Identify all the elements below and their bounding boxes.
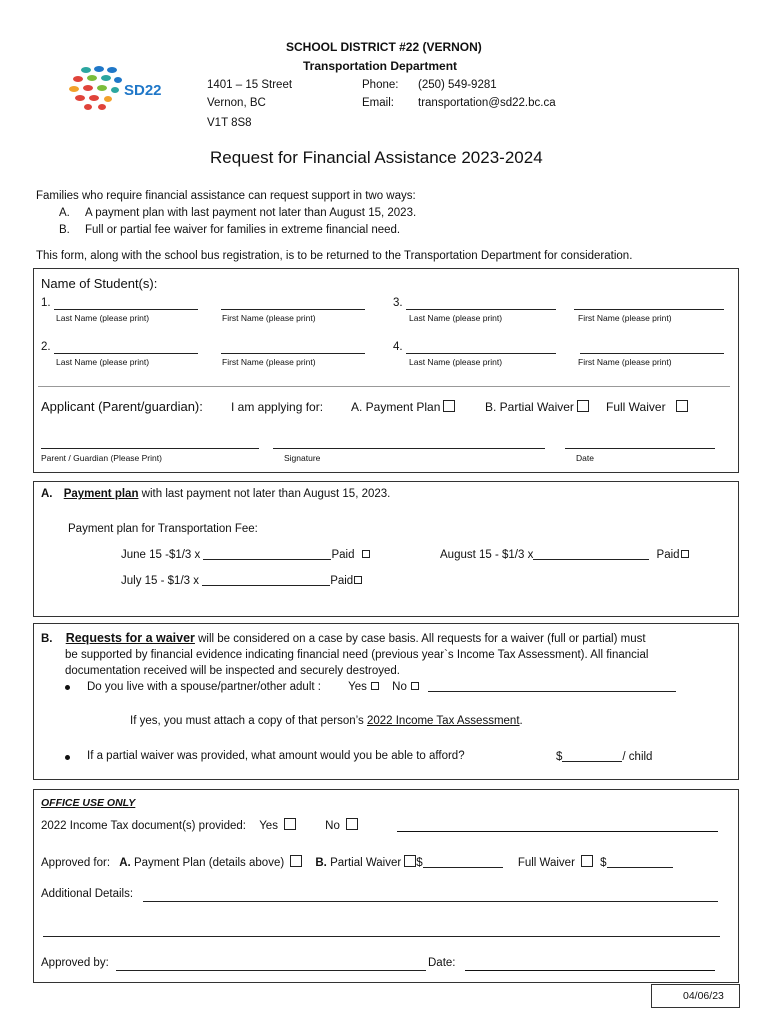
section-b-text-1: will be considered on a case by case basis. All requests for a waiver (full or partial) must — [194, 633, 646, 645]
student-num-1: 1. — [41, 297, 51, 309]
section-a-title: Payment plan — [63, 488, 139, 500]
student-3-first-input[interactable] — [574, 309, 724, 310]
august-paid-label: Paid — [656, 549, 680, 561]
return-note: This form, along with the school bus registration, is to be returned to the Transportation Department for consideration. — [36, 250, 633, 262]
phone-value: (250) 549-9281 — [418, 79, 497, 91]
june-amount-input[interactable] — [203, 548, 331, 560]
office-heading: OFFICE USE ONLY — [41, 797, 136, 809]
first-name-label-1: First Name (please print) — [222, 313, 316, 323]
section-b-title: Requests for a waiver — [65, 631, 195, 645]
revision-date: 04/06/23 — [683, 990, 724, 1002]
section-a-heading — [41, 488, 390, 500]
tax-docs-yes-label: Yes — [259, 820, 278, 832]
first-name-label-3: First Name (please print) — [578, 313, 672, 323]
attach-note-pre: If yes, you must attach a copy of that person’s — [130, 715, 367, 727]
afford-amount — [556, 750, 652, 763]
approved-partial-waiver-checkbox[interactable] — [404, 855, 416, 867]
first-name-label-4: First Name (please print) — [578, 357, 672, 367]
student-num-3: 3. — [393, 297, 403, 309]
approved-payment-plan-checkbox[interactable] — [290, 855, 302, 867]
partial-waiver-label: B. Partial Waiver — [485, 400, 574, 414]
intro-option-b-letter: B. — [59, 224, 70, 236]
bullet — [65, 755, 70, 760]
divider — [38, 386, 730, 387]
address-postal: V1T 8S8 — [207, 117, 252, 129]
student-4-first-input[interactable] — [580, 353, 724, 354]
student-2-first-input[interactable] — [221, 353, 365, 354]
approved-full-dollar: $ — [600, 857, 607, 869]
august-label: August 15 - $1/3 x — [440, 549, 534, 561]
logo-mark-icon — [66, 64, 126, 112]
section-a-text: with last payment not later than August 15, 2023. — [138, 488, 391, 500]
approved-full-waiver-label: Full Waiver — [517, 857, 575, 869]
attach-note-doc: 2022 Income Tax Assessment — [366, 715, 520, 727]
department-name: Transportation Department — [303, 59, 458, 73]
student-4-last-input[interactable] — [406, 353, 556, 354]
section-b-text-3: documentation received will be inspected and securely destroyed. — [65, 665, 400, 677]
sd22-logo — [66, 64, 176, 112]
approved-a-letter: A. — [119, 857, 131, 869]
partial-waiver-option[interactable] — [485, 400, 589, 414]
afford-question: If a partial waiver was provided, what amount would you be able to afford? — [87, 750, 465, 762]
june-paid-checkbox[interactable] — [362, 550, 370, 558]
address-city: Vernon, BC — [207, 97, 266, 109]
section-b-letter: B. — [41, 633, 53, 645]
bullet — [65, 685, 70, 690]
spouse-yes-label: Yes — [348, 681, 367, 693]
payment-plan-checkbox[interactable] — [443, 400, 455, 412]
tax-docs-yes-checkbox[interactable] — [284, 818, 296, 830]
approved-full-amount-input[interactable] — [607, 856, 673, 868]
june-paid-label: Paid — [331, 549, 355, 561]
july-label: July 15 - $1/3 x — [121, 575, 199, 587]
phone-label: Phone: — [362, 79, 399, 91]
june-label: June 15 -$1/3 x — [121, 549, 201, 561]
spouse-no-label: No — [392, 681, 407, 693]
office-date-input[interactable] — [465, 970, 715, 971]
tax-docs-notes-input[interactable] — [397, 831, 718, 832]
july-payment — [121, 574, 362, 587]
intro-option-a: A payment plan with last payment not later than August 15, 2023. — [85, 207, 417, 219]
approved-a-text: Payment Plan (details above) — [130, 857, 285, 869]
students-heading: Name of Student(s): — [41, 276, 158, 291]
approved-partial-amount-input[interactable] — [423, 856, 503, 868]
logo-text: SD22 — [124, 82, 162, 99]
approved-for-row — [41, 855, 673, 869]
last-name-label-2: Last Name (please print) — [56, 357, 150, 367]
tax-docs-no-checkbox[interactable] — [346, 818, 358, 830]
student-num-4: 4. — [393, 341, 403, 353]
approved-for-label: Approved for: — [41, 857, 111, 869]
additional-details-input[interactable] — [143, 901, 718, 902]
payment-plan-option[interactable] — [351, 400, 455, 414]
parent-print-label: Parent / Guardian (Please Print) — [41, 453, 162, 463]
full-waiver-option[interactable] — [606, 400, 688, 414]
additional-details-input-2[interactable] — [43, 936, 720, 937]
student-2-last-input[interactable] — [54, 353, 198, 354]
full-waiver-checkbox[interactable] — [676, 400, 688, 412]
student-applicant-box — [33, 268, 739, 473]
applicant-label: Applicant (Parent/guardian): — [41, 399, 203, 414]
afford-dollar: $ — [556, 751, 563, 763]
spouse-question — [87, 680, 676, 693]
spouse-no-checkbox[interactable] — [411, 682, 419, 690]
approved-partial-dollar: $ — [416, 857, 423, 869]
district-name: SCHOOL DISTRICT #22 (VERNON) — [286, 40, 482, 54]
email-value: transportation@sd22.bc.ca — [418, 97, 556, 109]
additional-details-label: Additional Details: — [41, 888, 134, 900]
august-paid-checkbox[interactable] — [681, 550, 689, 558]
parent-name-input[interactable] — [41, 448, 259, 449]
tax-docs-label: 2022 Income Tax document(s) provided: — [41, 820, 246, 832]
july-amount-input[interactable] — [202, 574, 330, 586]
afford-per-child: / child — [622, 751, 653, 763]
june-payment — [121, 548, 370, 561]
student-3-last-input[interactable] — [406, 309, 556, 310]
student-1-last-input[interactable] — [54, 309, 198, 310]
email-label: Email: — [362, 97, 394, 109]
august-payment — [440, 548, 689, 561]
july-paid-checkbox[interactable] — [354, 576, 362, 584]
address-street: 1401 – 15 Street — [207, 79, 293, 91]
tax-docs-row — [41, 818, 358, 832]
attach-note-post: . — [519, 715, 523, 727]
first-name-label-2: First Name (please print) — [222, 357, 316, 367]
spouse-question-text: Do you live with a spouse/partner/other adult : — [87, 681, 321, 693]
intro-option-a-letter: A. — [59, 207, 70, 219]
spouse-details-input[interactable] — [428, 680, 676, 692]
approved-full-waiver-checkbox[interactable] — [581, 855, 593, 867]
fee-label: Payment plan for Transportation Fee: — [68, 523, 258, 535]
student-1-first-input[interactable] — [221, 309, 365, 310]
intro-lead: Families who require financial assistance can request support in two ways: — [36, 190, 416, 202]
tax-docs-no-label: No — [325, 820, 340, 832]
section-a-letter: A. — [41, 488, 53, 500]
last-name-label-4: Last Name (please print) — [409, 357, 503, 367]
student-num-2: 2. — [41, 341, 51, 353]
approved-b-text: Partial Waiver — [326, 857, 402, 869]
office-date-label: Date: — [428, 957, 456, 969]
spouse-yes-checkbox[interactable] — [371, 682, 379, 690]
page-title: Request for Financial Assistance 2023-2024 — [210, 148, 543, 167]
attach-note — [130, 715, 523, 727]
intro-option-b: Full or partial fee waiver for families in extreme financial need. — [85, 224, 401, 236]
last-name-label-1: Last Name (please print) — [56, 313, 150, 323]
last-name-label-3: Last Name (please print) — [409, 313, 503, 323]
july-paid-label: Paid — [330, 575, 354, 587]
afford-amount-input[interactable] — [562, 750, 622, 762]
section-b-line1 — [41, 631, 646, 645]
date-input[interactable] — [565, 448, 715, 449]
section-b-text-2: be supported by financial evidence indicating financial need (previous year`s Income Tax Assessment). All financial — [65, 649, 649, 661]
full-waiver-label: Full Waiver — [606, 400, 666, 414]
applying-for-label: I am applying for: — [231, 400, 324, 414]
approved-by-label: Approved by: — [41, 957, 109, 969]
approved-by-input[interactable] — [116, 970, 426, 971]
signature-label: Signature — [284, 453, 321, 463]
approved-b-letter: B. — [315, 857, 327, 869]
august-amount-input[interactable] — [533, 548, 649, 560]
payment-plan-label: A. Payment Plan — [351, 400, 441, 414]
signature-input[interactable] — [273, 448, 545, 449]
partial-waiver-checkbox[interactable] — [577, 400, 589, 412]
date-label: Date — [576, 453, 594, 463]
